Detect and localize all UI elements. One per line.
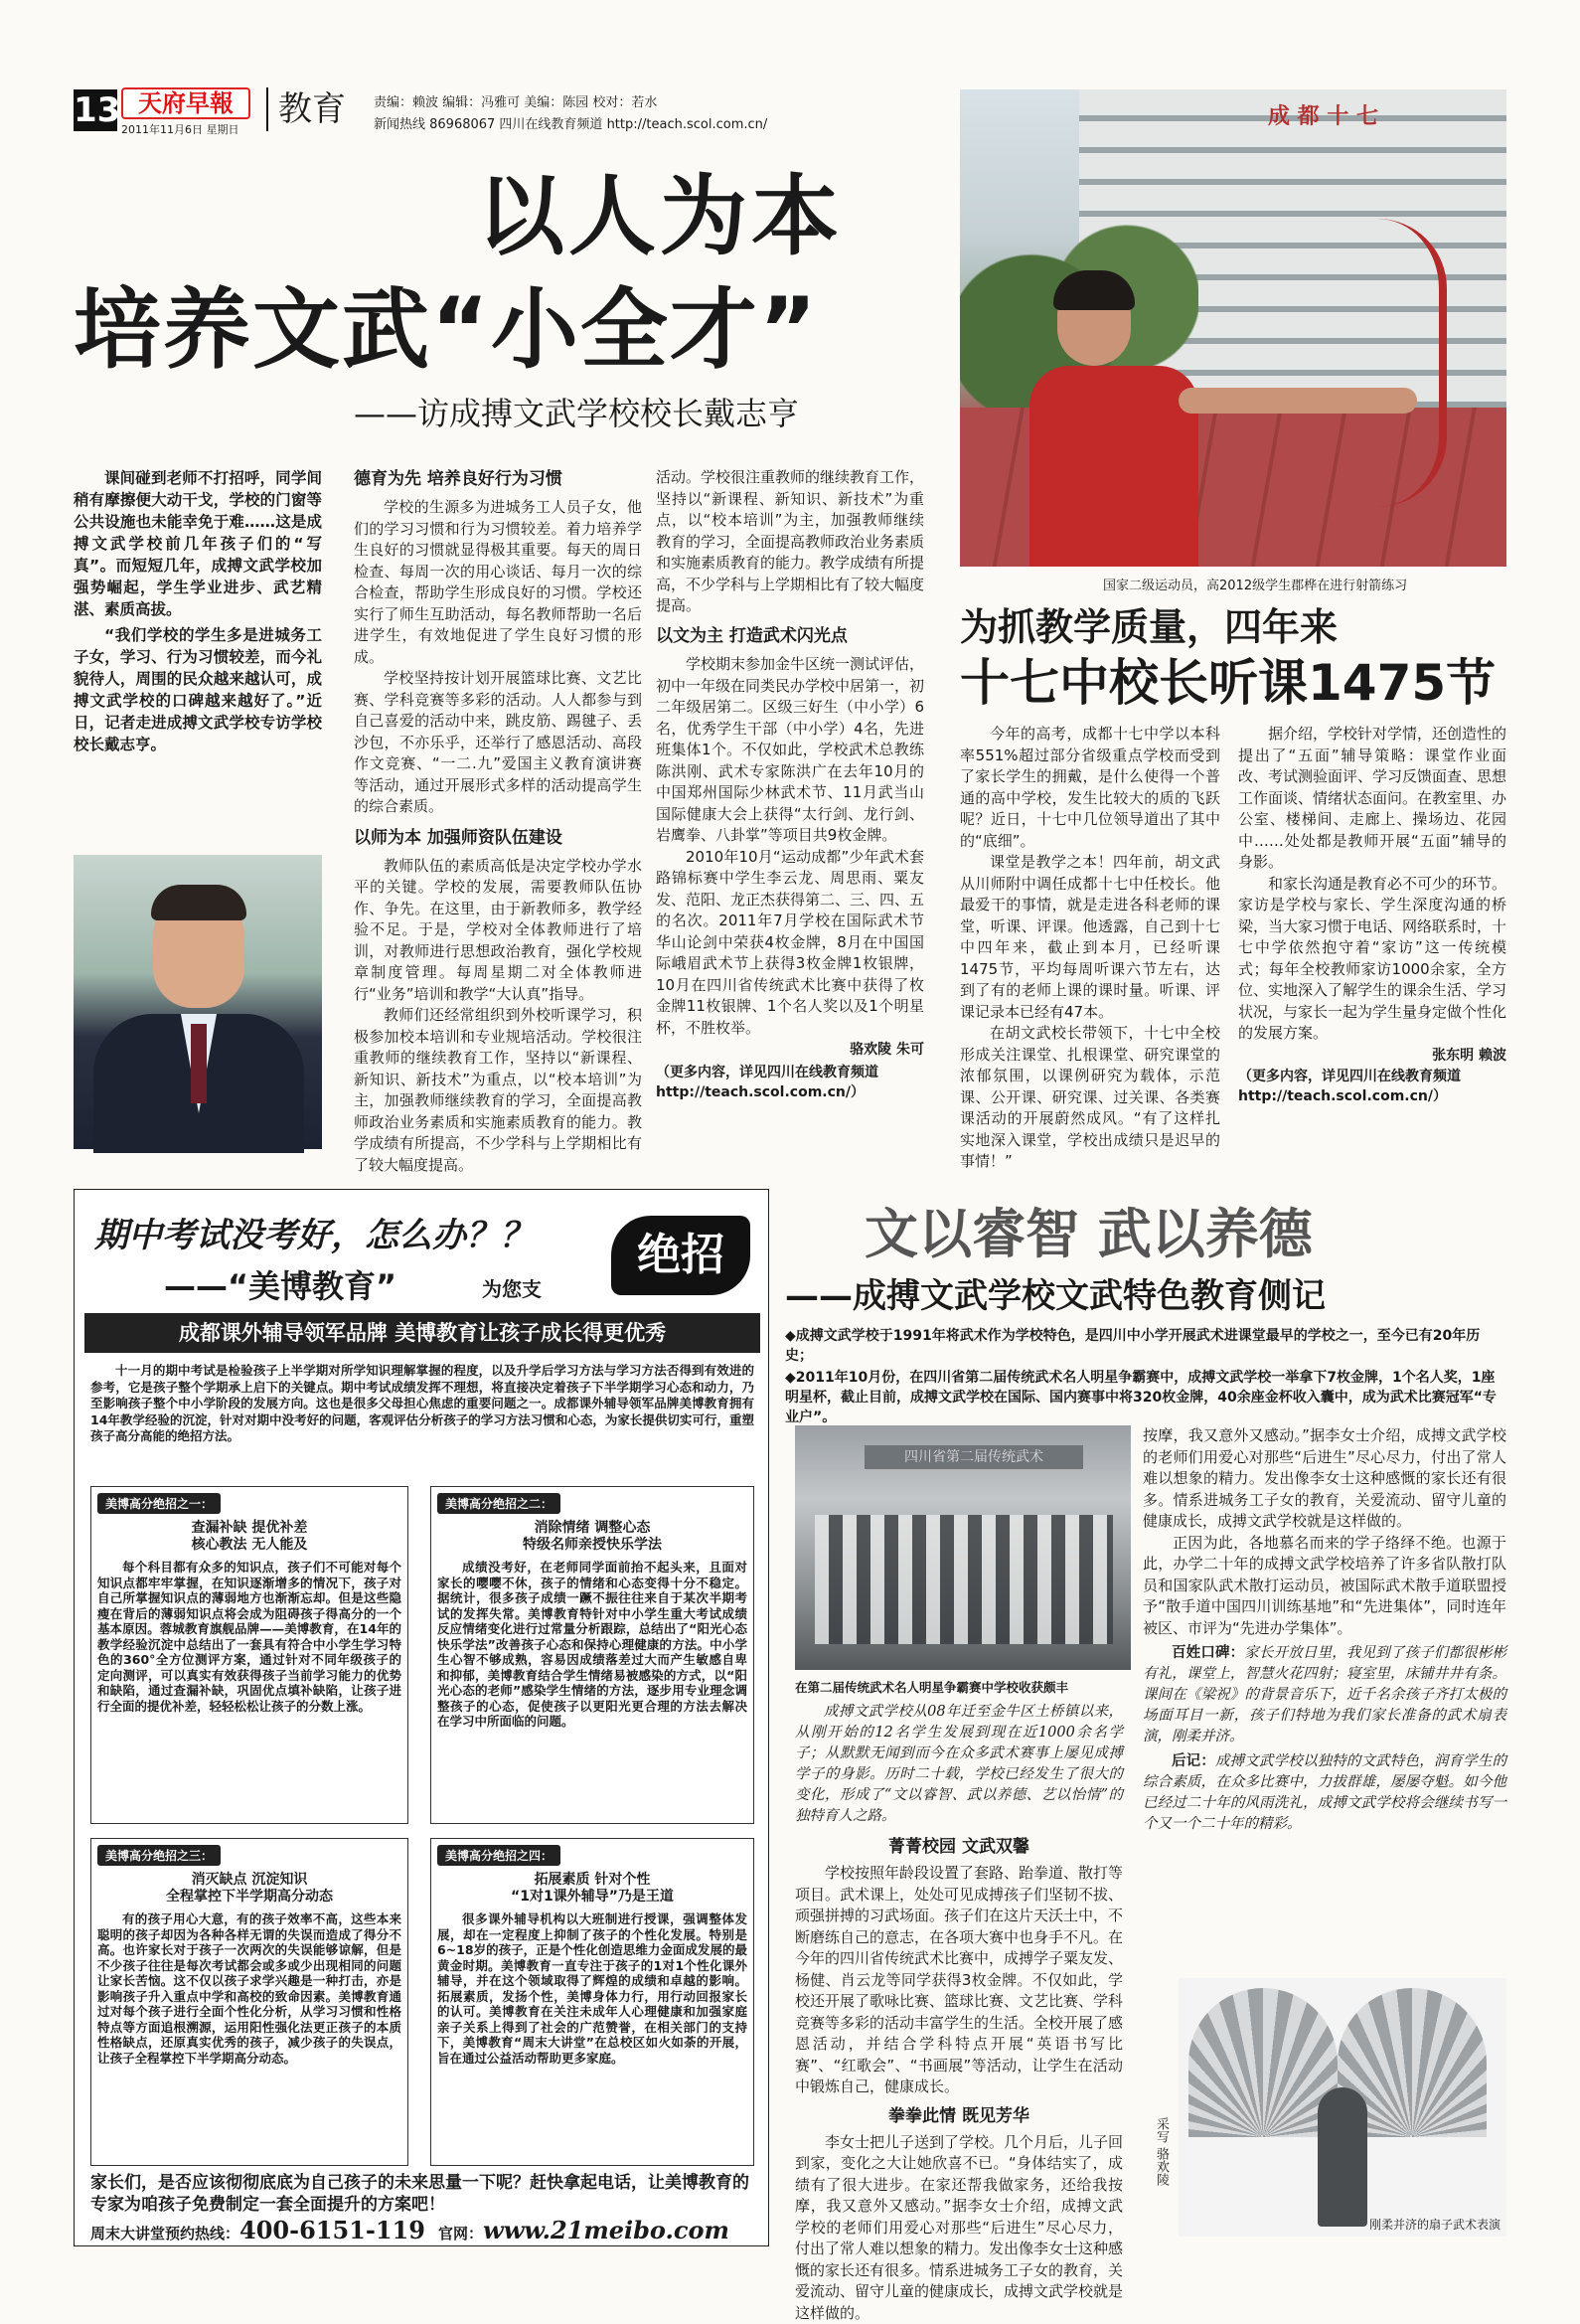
article1-p2: 学校坚持按计划开展篮球比赛、文艺比赛、学科竞赛等多彩的活动。人人都参与到自己喜爱的活动中来，跳皮筋、踢毽子、丢沙包，不亦乐乎，还举行了感恩活动、高段作文竞赛、“一二.九”爱国主义教育演讲赛等活动，通过开展形式多样的活动提高学生的综合素质。 [354,669,642,815]
article2-column1 [960,724,1220,1192]
article3-heading1: 菁菁校园 文武双馨 [888,1837,1029,1857]
award-photo [795,1425,1131,1670]
portrait-hair [151,885,246,920]
tip3-text: 有的孩子用心大意，有的孩子效率不高，这些本来聪明的孩子却因为各种各样无谓的失误而造成了得分不高。也许家长对于孩子一次两次的失误能够谅解，但是不少孩子往往是每次考试都会或多或少出现相同的问题让家长苦恼。这不仅以孩子求学兴趣是一种打击，亦是影响孩子升入重点中学和高校的致命因素。美博教育通过对每个孩子进行全面个性化分析，从学习习惯和性格特点等方面追根溯源，运用阳性强化法更正孩子的本质性格缺点，还原真实优秀的孩子，减少孩子的失误点，让孩子全程掌控下半学期高分动态。 [97,1911,401,2066]
ad-slogan-prefix: ——“美博教育” [164,1267,397,1305]
tip1-head: 美博高分绝招之一： [97,1493,221,1514]
hotline: 新闻热线 86968067 四川在线教育频道 http://teach.scol.com.cn/ [374,117,768,132]
ad-web-label: 官网： [438,2225,484,2242]
ad-slogan-big: 绝招 [611,1216,750,1295]
article3-p1: 学校按照年龄段设置了套路、跆拳道、散打等项目。武术课上，处处可见成搏孩子们坚韧不拔、顽强拼搏的习武场面。孩子们在这片天沃土中，不断磨练自己的意志，在各项大赛中也身手不凡。在今年的四川省传统武术比赛中，成搏学子粟友发、杨健、肖云龙等同学获得3枚金牌。不仅如此，学校还开展了歌咏比赛、篮球比赛、文艺比赛、学科竞赛等多彩的活动丰富学生的生活。全校开展了感恩活动，并结合学科特点开展“英语书写比赛”、“红歌会”、“书画展”等活动，让学生在活动中锻炼自己，健康成长。 [795,1864,1124,2095]
article3-afterword [1143,1751,1506,1835]
article1-title-line2: 培养文武“小全才” [74,278,819,381]
article1-lead2: “我们学校的学生多是进城务工子女，学习、行为习惯较差，而今礼貌待人，周围的民众越来越认可，成搏文武学校的口碑越来越好了。”近日，记者走进成搏文武学校专访学校校长戴志亨。 [74,626,322,753]
article1-p1: 学校的生源多为进城务工人员子女，他们的学习习惯和行为习惯较差。着力培养学生良好的习惯就显得极其重要。每天的周日检查、每周一次的用心谈话、每月一次的综合检查，帮助学生形成良好的习惯。学校还实行了师生互助活动，每名教师帮助一名后进学生，有效地促进了学生良好习惯的形成。 [354,498,642,666]
tip2-sub: 消除情绪 调整心态 特级名师亲授快乐学法 [523,1520,662,1553]
tip3-sub: 消灭缺点 沉淀知识 全程掌控下半学期高分动态 [166,1872,333,1905]
tip1-text: 每个科目都有众多的知识点，孩子们不可能对每个知识点都牢牢掌握，在知识逐渐增多的情况下，孩子对自己所掌握知识点的薄弱地方也渐渐忘却。但是这些隐瘦在背后的薄弱知识点将会成为阻碍孩子得高分的一个基本原因。蓉城教育旗舰品牌——美博教育，在14年的教学经验沉淀中总结出了一套具有符合中小学生学习特色的360°全方位测评方案，通过针对不同年级孩子的定向测评，可以真实有效获得孩子当前学习能力的优势和缺陷，通过查漏补缺，巩固优点填补缺陷，让孩子进行全面的提优补差，轻轻松松让孩子的分数上涨。 [97,1560,401,1714]
article3-heading3: 百姓口碑： [1172,1645,1245,1661]
article2-p1: 今年的高考，成都十七中学以本科率551%超过部分省级重点学校而受到了家长学生的拥戴，是什么使得一个普通的高中学校，发生比较大的质的飞跃呢？近日，十七中几位领导道出了其中的“底细”。 [960,725,1220,850]
article2-title-line1: 为抓教学质量，四年来 [960,605,1339,649]
article2-p5: 和家长沟通是教育必不可少的环节。家访是学校与家长、学生深度沟通的桥梁，当大家习惯于电话、网络联系时，十七中学依然抱守着“家访”这一传统模式；每年全校教师家访1000余家，全方位、实地深入了解学生的课余生活、学习状况，与家长一起为学生量身定做个性化的发展方案。 [1238,874,1507,1042]
tip1 [90,1486,408,1824]
article1-lead-column [74,467,322,755]
article3-p3: 正因为此，各地慕名而来的学子络绎不绝。也源于此，办学二十年的成搏文武学校培养了许多省队散打队员和国家队武术散打运动员，被国际武术散手道联盟授予“散手道中国四川训练基地”和“先进集体”，同时连年被区、市评为“先进办学集体”。 [1143,1533,1506,1637]
tip1-sub: 查漏补缺 提优补差 核心教法 无人能及 [191,1520,308,1553]
article2-byline: 张东明 赖波 [1432,1047,1506,1064]
article3-bullet2: ◆2011年10月份，在四川省第二届传统武术名人明星争霸赛中，成搏文武学校一举拿下7枚金牌，1个名人奖，1座明星杯，截止目前，成搏文武学校在国际、国内赛事中将320枚金牌，40余座金杯收入囊中，成为武术比赛冠军“专业户”。 [785,1370,1497,1425]
paper-logo [121,87,250,119]
article1-more: （更多内容，详见四川在线教育频道 http://teach.scol.com.cn/） [656,1065,878,1100]
ad-bottom-text: 家长们，是否应该彻彻底底为自己孩子的未来思量一下呢？赶快拿起电话，让美博教育的专家为咱孩子免费制定一套全面提升的方案吧！ [90,2173,749,2215]
article3-column1 [795,1702,1124,2322]
article2-title-line2: 十七中校长听课1475节 [960,654,1497,712]
ad-phone[interactable]: 400-6151-119 [239,2216,425,2244]
article1-title-line1: 以人为本 [477,165,844,267]
article1-subtitle: ——访成搏文武学校校长戴志亨 [354,395,800,432]
award-banner: 四川省第二届传统武术 [865,1445,1083,1469]
article3-bullets [785,1326,1506,1427]
article3-subtitle: ——成搏文武学校文武特色教育侧记 [785,1276,1326,1316]
article3-bullet1: ◆成搏文武学校于1991年将武术作为学校特色，是四川中小学开展武术进课堂最早的学校之一，至今已有20年历史； [785,1328,1481,1364]
article3-p2-cont: 按摩，我又意外又感动。”据李女士介绍，成搏文武学校的老师们用爱心对那些“后进生”尽心尽力，付出了常人难以想象的精力。发出像李女士这种感慨的家长还有很多。情系进城务工子女的教育，关爱流动、留守儿童的健康成长，成搏文武学校就是这样做的。 [1143,1426,1506,1530]
fan-photo-caption: 刚柔并济的扇子武术表演 [1368,2218,1501,2232]
tip2-text: 成绩没考好，在老师同学面前抬不起头来，且面对家长的嘤嘤不休，孩子的情绪和心态变得十分不稳定。据统计，很多孩子成绩一蹶不振往往来自于某次半期考试的发挥失常。美博教育特针对中小学生重大考试成绩反应情绪变化进行过常量分析跟踪，总结出了“阳光心态快乐学法”改善孩子心态和保持心理健康的方法。中小学生心智不够成熟，容易因成绩落差过大而产生敏感自卑和抑郁，美博教育结合学生情绪易被感染的方式，以“阳光心态的老师”感染学生情绪的方法，逐步用专业理念调整孩子的心态，促使孩子以更阳光更合理的方法去解决在学习中所面临的问题。 [437,1560,747,1729]
archer-body [1029,366,1198,567]
ad-contact [90,2216,754,2243]
article1-p6: 2010年10月“运动成都”少年武术套路锦标赛中学生李云龙、周思雨、粟友发、范阳、龙正杰获得第二、三、四、五的名次。2011年7月学校在国际武术节华山论剑中荣获4枚金牌，8月在中国国际峨眉武术节上获得3枚金牌1枚银牌，10月在四川省传统武术比赛中获得了枚金牌11枚银牌、1个名人奖以及1个明星杯，不胜枚举。 [656,847,925,1037]
article1-p4: 教师们还经常组织到外校听课学习，积极参加校本培训和专业规培活动。学校很注重教师的继续教育工作，坚持以“新课程、新知识、新技术”为重点，以“校本培训”为主，加强教师继续教育的学习，全面提高教师政治业务素质和实施素质教育的能力。教学成绩有所提高，不少学科与上学期相比有了较大幅度提高。 [354,1006,642,1174]
article1-heading2: 以师为本 加强师资队伍建设 [354,827,562,848]
issue-date: 2011年11月6日 星期日 [121,123,239,136]
principal-portrait [74,855,322,1149]
tip4-sub: 拓展素质 针对个性 “1对1课外辅导”乃是王道 [511,1872,674,1905]
archery-caption: 国家二级运动员，高2012级学生郡桦在进行射箭练习 [1103,579,1408,593]
article1-byline: 骆欢陵 朱可 [850,1042,924,1058]
article3-p4: 家长开放日里，我见到了孩子们都很彬彬有礼，课堂上，智慧火花四射；寝室里，床铺井井有条。课间在《梁祝》的背景音乐下，近千名余孩子齐打太极的场面耳目一新，孩子们特地为我们家长准备的武术扇表演，刚柔并济。 [1143,1645,1506,1744]
fan-left [1188,1988,1338,2137]
vertical-credit: 采写 骆欢陵 [1154,2117,1169,2187]
article3-p5: 成搏文武学校以独特的文武特色，润育学生的综合素质，在众多比赛中，力拔群雄，屡屡夺魁。如今他已经过二十年的风雨洗礼，成搏文武学校将会继续书写一个又一个二十年的精彩。 [1143,1753,1507,1832]
article2-p2: 课堂是教学之本！四年前，胡文武从川师附中调任成都十七中任校长。他最爱干的事情，就是走进各科老师的课堂，听课、评课。他透露，自己到十七中四年来，截止到本月，已经听课1475节，平均每周听课六节左右，达到了有的老师上课的课时量。听课、评课记录本已经有47本。 [960,853,1220,1021]
article1-p5: 学校期末参加金牛区统一测试评估，初中一年级在同类民办学校中居第一，初二年级居第二。区级三好生（中小学）6名，优秀学生干部（中小学）4名，先进班集体1个。不仅如此，学校武术总教练陈洪刚、武术专家陈洪广在去年10月的中国郑州国际少林武术节、11月武当山国际健康大会上获得“太行剑、龙行剑、岩鹰拳、八卦掌”等项目共9枚金牌。 [656,655,925,844]
tip4-text: 很多课外辅导机构以大班制进行授课，强调整体发展，却在一定程度上抑制了孩子的个性化发展。特别是6~18岁的孩子，正是个性化创造思维力金面成发展的最黄金时期。美博教育一直专注于孩子的1对1个性化课外辅导，并在这个领域取得了辉煌的成绩和卓越的影响。拓展素质，发扬个性，美博身体力行，用行动回报家长的认可。美博教育在关注未成年人心理健康和加强家庭亲子关系上得到了社会的广范赞誉，在相关部门的支持下，美博教育“周末大讲堂”在总校区如火如荼的开展，旨在通过公益活动帮助更多家庭。 [437,1911,747,2066]
article1-heading1: 德育为先 培养良好行为习惯 [354,469,562,489]
portrait-tie [191,1024,207,1103]
ad-banner: 成都课外辅导领军品牌 美博教育让孩子成长得更优秀 [84,1313,760,1353]
award-group [815,1515,1113,1644]
performer [1318,2087,1367,2227]
article2-p4: 据介绍，学校针对学情，还创造性的提出了“五面”辅导策略：课堂作业面改、考试测验面评、学习反馈面查、思想工作面谈、情绪状态面问。在教室里、办公室、楼梯间、走廊上、操场边、花园中……处处都是教师开展“五面”辅导的身影。 [1238,725,1507,871]
page-number: 13 [74,90,121,130]
article1-p4-cont: 活动。学校很注重教师的继续教育工作，坚持以“新课程、新知识、新技术”为重点，以“校本培训”为主，加强教师继续教育的学习，全面提高教师政治业务素质和实施素质教育的能力。教学成绩有所提高，不少学科与上学期相比有了较大幅度提高。 [656,468,925,614]
article1-p3: 教师队伍的素质高低是决定学校办学水平的关键。学校的发展，需要教师队伍协作、争先。在这里，由于新教师多，教学经验不足。于是，学校对全体教师进行了培训，对教师进行思想政治教育，强化学校规章制度管理。每周星期二对全体教师进行“业务”培训和教学“大认真”指导。 [354,856,642,1003]
ad-hand-title: 期中考试没考好，怎么办？？ [94,1216,534,1255]
tip2 [430,1486,754,1824]
ad-slogan-mid: 为您支 [482,1277,542,1301]
ad-website-link[interactable]: www.21meibo.com [483,2216,729,2244]
bow [1377,219,1447,507]
award-photo-caption: 在第二届传统武术名人明星争霸赛中学校收获颇丰 [795,1680,1069,1695]
article1-heading3: 以文为主 打造武术闪光点 [656,626,848,646]
article2-column2 [1238,724,1506,1106]
ad-phone-label: 周末大讲堂预约热线： [90,2225,240,2242]
article2-p3: 在胡文武校长带领下，十七中全校形成关注课堂、扎根课堂、研究课堂的浓郁氛围，以课例研究为载体，示范课、公开课、研究课、过关课、各类赛课活动的开展蔚然成风。“有了这样扎实地深入课堂，学校出成绩只是迟早的事情！” [960,1024,1220,1170]
article2-more: （更多内容，详见四川在线教育频道 http://teach.scol.com.cn/） [1238,1068,1461,1104]
masthead [74,85,948,137]
paper-name: 天府早報 [138,88,234,117]
article3-testimonial [1143,1643,1506,1747]
section-title: 教育 [266,87,346,131]
tip2-head: 美博高分绝招之二： [437,1493,560,1514]
ad-intro: 十一月的期中考试是检验孩子上半学期对所学知识理解掌握的程度，以及升学后学习方法与学习方法否得到有效进的参考，它是孩子整个学期承上启下的关键点。期中考试成绩发挥不理想，将直接决定着孩子下半学期学习心态和动力，乃至影响孩子整个中小学阶段的发展方向。这也是很多父母担心焦虑的重要问题之一。成都课外辅导领军品牌美博教育拥有14年教学经验的沉淀，针对对期中没考好的问题，客观评估分析孩子的学习方法习惯和心态，为家长提供切实可行，重塑孩子高分高能的绝招方法。 [90,1363,754,1443]
article3-title: 文以睿智 武以养德 [865,1203,1313,1265]
meibo-advertisement [74,1189,769,2246]
article3-intro: 成搏文武学校从08年迁至金牛区土桥镇以来，从刚开始的12名学生发展到现在近1000余名学子；从默默无闻到而今在众多武术赛事上屡见成搏学子的身影。历时二十载，学校已经发生了很大的变化，形成了“文以睿智、武以养德、艺以怡情”的独特育人之路。 [795,1704,1123,1824]
tip3 [90,1838,408,2166]
tip3-head: 美博高分绝招之三： [97,1845,221,1866]
building-sign: 成 都 十 七 [1268,104,1378,129]
credits: 责编：赖波 编辑：冯雅可 美编：陈园 校对：若水 [374,95,658,110]
archery-photo [960,89,1506,567]
article3-heading2: 拳拳此情 既见芳华 [888,2105,1029,2126]
article3-p2: 李女士把儿子送到了学校。几个月后，儿子回到家，变化之大让她欣喜不已。“身体结实了，成绩有了很大进步。在家还帮我做家务，还给我按摩，我又意外又感动。”据李女士介绍，成搏文武学校的老师们用爱心对那些“后进生”尽心尽力，付出了常人难以想象的精力。发出像李女士这种感慨的家长还有很多。情系进城务工子女的教育，关爱流动、留守儿童的健康成长，成搏文武学校就是这样做的。 [795,2132,1124,2322]
article3-heading4: 后记： [1172,1753,1215,1769]
article3-column2 [1143,1425,1506,1835]
fan-performance-photo [1179,1978,1506,2237]
tip4 [430,1838,754,2166]
article1-column2 [354,467,642,1176]
article1-lead: 课间碰到老师不打招呼，同学间稍有摩擦便大动干戈，学校的门窗等公共设施也未能幸免于难……这是成搏文武学校前几年孩子们的“写真”。而短短几年，成搏文武学校加强势崛起，学生学业进步、武艺精湛、素质高拔。 [74,469,322,618]
article1-column3 [656,467,924,1102]
tip4-head: 美博高分绝招之四： [437,1845,560,1866]
